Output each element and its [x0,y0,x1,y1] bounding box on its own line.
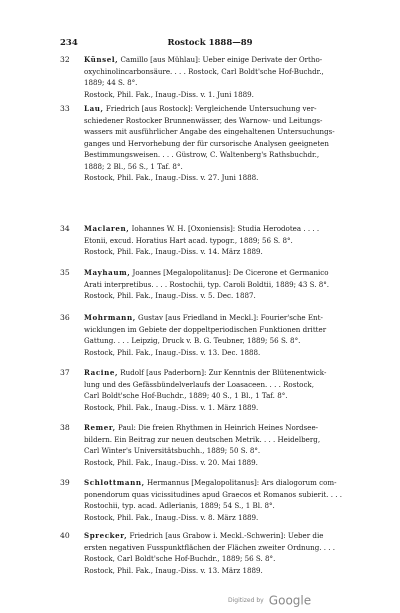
entry-line: bildern. Ein Beitrag zur neuen deutschen Metrik. . . . Heidelberg, [84,434,321,444]
entry-body [84,104,360,184]
entry-line [84,423,360,434]
entry-line: schiedener Rostocker Brunnenwässer, des Warnow- und Leitungs- [84,115,323,125]
entry-line [84,478,360,489]
author-name: Sprecker, [84,531,128,540]
bibliography-entry [60,224,360,258]
running-head: Rostock 1888—89 [167,38,253,48]
dissertation-note: Rostock, Phil. Fak., Inaug.-Diss. v. 13. Dec. 1888. [84,347,261,357]
entry-line: wassers mit ausführlicher Angabe des eingehaltenen Untersuchungs- [84,127,335,136]
entry-body [84,423,360,468]
entry-line-text: Paul: Die freien Rhythmen in Heinrich Heines Nordsee- [117,423,319,432]
entry-number: 33 [60,104,70,113]
bibliography-entry [60,423,360,468]
author-name: Künsel, [84,55,119,64]
bibliography-entry [60,531,360,576]
dissertation-note: Rostock, Phil. Fak., Inaug.-Diss. v. 14. März 1889. [84,247,263,256]
entry-line [84,368,360,379]
entry-number: 40 [60,531,70,540]
entry-number: 39 [60,478,70,487]
entry-line [84,268,360,279]
entry-line: wicklungen im Gebiete der doppeltperiodischen Funktionen dritter [84,324,327,334]
page-number: 234 [60,38,78,48]
entry-line: 1889; 44 S. 8°. [84,78,138,87]
entry-line-text: Rudolf [aus Paderborn]: Zur Kenntnis der Blütenentwick- [120,368,327,377]
entry-line-text: Hermannus [Megalopolitanus]: Ars dialogorum com- [146,478,337,487]
digitized-footer [228,590,311,609]
author-name: Remer, [84,423,116,432]
entry-line: oxychinolincarbonsäure. . . . Rostock, Carl Boldt'sche Hof-Buchdr., [84,66,324,76]
bibliography-entry [60,55,360,100]
bibliography-entry [60,368,360,413]
author-name: Schlottmann, [84,478,145,487]
author-name: Racine, [84,368,119,377]
dissertation-note: Rostock, Phil. Fak., Inaug.-Diss. v. 1. Juni 1889. [84,89,254,99]
dissertation-note: Rostock, Phil. Fak., Inaug.-Diss. v. 13. März 1889. [84,565,263,575]
entry-number: 34 [60,224,70,233]
entry-line: Gattung. . . . Leipzig, Druck v. B. G. Teubner, 1889; 56 S. 8°. [84,336,301,345]
entry-body [84,478,360,523]
entry-body [84,368,360,413]
entry-line-text: Friedrich [aus Grabow i. Meckl.-Schwerin]: Ueber die [129,531,324,540]
entry-line-text: Iohannes W. H. [Oxoniensis]: Studia Herodotea . . . . [131,224,320,233]
entry-line: ponendorum quas vicissitudines apud Graecos et Romanos subierit. . . . [84,489,342,499]
page-header [60,38,360,50]
entry-line: Carl Boldt'sche Hof-Buchdr., 1889; 40 S., 1 Bl., 1 Taf. 8°. [84,391,288,400]
entry-body [84,531,360,576]
dissertation-note: Rostock, Phil. Fak., Inaug.-Diss. v. 20. Mai 1889. [84,457,258,467]
entry-number: 36 [60,313,70,322]
entry-line-text: Camillo [aus Mühlau]: Ueber einige Derivate der Ortho- [120,55,323,64]
entry-line: 1888; 2 Bl., 56 S., 1 Taf. 8°. [84,161,183,171]
entry-body [84,268,360,302]
author-name: Maclaren, [84,224,130,233]
author-name: Mohrmann, [84,313,136,322]
entry-line: ganges und Hervorhebung der für cursorische Analysen geeigneten [84,138,329,148]
entry-number: 38 [60,423,70,432]
bibliography-entry [60,478,360,523]
entry-number: 37 [60,368,70,377]
entry-line [84,104,360,115]
dissertation-note: Rostock, Phil. Fak., Inaug.-Diss. v. 27. Juni 1888. [84,173,259,182]
entry-body [84,55,360,100]
entry-line-text: Gustav [aus Friedland in Meckl.]: Fourier'sche Ent- [138,313,323,322]
entry-line: Bestimmungsweisen. . . . Güstrow, C. Waltenberg's Rathsbuchdr., [84,150,320,159]
dissertation-note: Rostock, Phil. Fak., Inaug.-Diss. v. 1. März 1889. [84,402,259,412]
entry-body [84,224,360,258]
entry-line: ersten negativen Fusspunktflächen der Flächen zweiter Ordnung. . . . [84,542,336,552]
entry-line-text: Friedrich [aus Rostock]: Vergleichende Untersuchung ver- [105,104,317,113]
entry-line: Rostochii, typ. acad. Adlerianis, 1889; 54 S., 1 Bl. 8°. [84,501,275,510]
digitized-prefix: Digitized by [228,597,264,604]
entry-line: lung und des Gefässbündelverlaufs der Loasaceen. . . . Rostock, [84,379,314,389]
google-logo: Google [268,593,312,608]
entry-line [84,224,360,235]
entry-number: 32 [60,55,70,64]
author-name: Mayhaum, [84,268,131,277]
dissertation-note: Rostock, Phil. Fak., Inaug.-Diss. v. 8. März 1889. [84,512,259,522]
entry-line: Arati interpretibus. . . . Rostochii, typ. Caroli Boldtii, 1889; 43 S. 8°. [84,279,330,289]
entry-line [84,313,360,324]
entry-number: 35 [60,268,70,277]
bibliography-entry [60,313,360,358]
entry-line-text: Joannes [Megalopolitanus]: De Cicerone et Germanico [132,268,329,277]
entry-line: Etonii, excud. Horatius Hart acad. typogr., 1889; 56 S. 8°. [84,235,293,245]
bibliography-entry [60,268,360,302]
entry-line: Carl Winter's Universitätsbuchh., 1889; 50 S. 8°. [84,446,261,455]
entry-line: Rostock, Carl Boldt'sche Hof-Buchdr., 1889; 56 S. 8°. [84,554,276,563]
bibliography-entry [60,104,360,184]
dissertation-note: Rostock, Phil. Fak., Inaug.-Diss. v. 5. Dec. 1887. [84,291,256,300]
entry-line [84,55,360,66]
entry-body [84,313,360,358]
entry-line [84,531,360,542]
author-name: Lau, [84,104,104,113]
